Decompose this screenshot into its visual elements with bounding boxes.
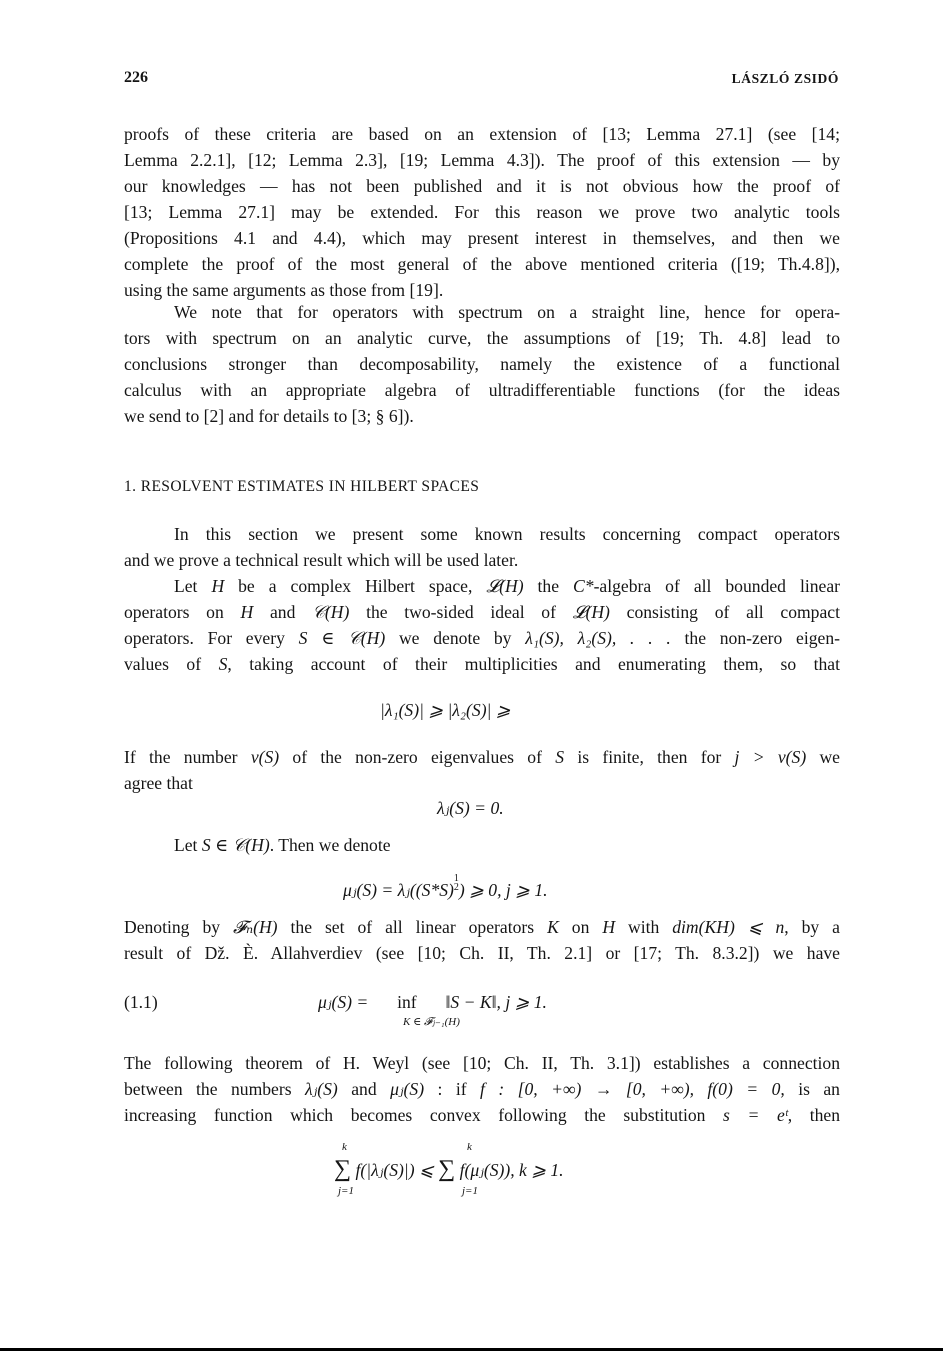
text-line: conclusions stronger than decomposability, namely the existence of a functional (124, 354, 840, 374)
weyl-paragraph (124, 1050, 840, 1128)
equation-lambda-zero: λⱼ(S) = 0. (437, 798, 504, 818)
text-line: The following theorem of H. Weyl (see [10; Ch. II, Th. 3.1]) establishes a connection (124, 1053, 840, 1073)
text-line: agree that (124, 773, 193, 793)
text-line: Denoting by 𝓕ₙ(H) the set of all linear operators K on H with dim(KH) ⩽ n, by a (124, 917, 840, 937)
text-line: and we prove a technical result which will be used later. (124, 550, 519, 570)
sum-upper-limit-right: k (467, 1141, 472, 1153)
text-line: between the numbers λⱼ(S) and μⱼ(S) : if f : [0, +∞) → [0, +∞), f(0) = 0, is an (124, 1079, 840, 1099)
text-line: Lemma 2.2.1], [12; Lemma 2.3], [19; Lemma 4.3]). The proof of this extension — by (124, 150, 840, 170)
text-line: Let H be a complex Hilbert space, 𝓛(H) the C*-algebra of all bounded linear (174, 576, 841, 596)
sum-symbol: ∑ (334, 1156, 352, 1182)
equation-1-1: μⱼ(S) = inf ‖S − K‖, j ⩾ 1. (318, 992, 547, 1012)
text-line: We note that for operators with spectrum on a straight line, hence for opera- (174, 302, 840, 322)
equation-eigenvalue-order: |λ₁(S)| ⩾ |λ₂(S)| ⩾ (380, 700, 511, 720)
equation-number-1-1: (1.1) (124, 992, 158, 1012)
text-line: result of Dž. È. Allahverdiev (see [10; Ch. II, Th. 2.1] or [17; Th. 8.3.2]) we have (124, 943, 840, 963)
text-line: [13; Lemma 27.1] may be extended. For this reason we prove two analytic tools (124, 202, 840, 222)
text-line: our knowledges — has not been published and it is not obvious how the proof of (124, 176, 840, 196)
sum-lower-limit-right: j=1 (462, 1185, 478, 1197)
let-s-paragraph (124, 832, 840, 858)
inf-subscript: K ∈ 𝓕ⱼ₋₁(H) (403, 1016, 460, 1028)
text-line: proofs of these criteria are based on an extension of [13; Lemma 27.1] (see [14; (124, 124, 840, 144)
intro-paragraph (124, 121, 840, 303)
text-line: If the number ν(S) of the non-zero eigenvalues of S is finite, then for j > ν(S) we (124, 747, 840, 767)
text-line: calculus with an appropriate algebra of ultradifferentiable functions (for the ideas (124, 380, 840, 400)
text-line: operators. For every S ∈ 𝒞(H) we denote by λ₁(S), λ₂(S), . . . the non-zero eigen- (124, 628, 841, 648)
inf-operator: inf (397, 992, 417, 1012)
sum-symbol: ∑ (438, 1156, 456, 1182)
definitions-paragraph (124, 573, 840, 677)
text-line: In this section we present some known results concerning compact operators (174, 524, 840, 544)
sum-lower-limit-left: j=1 (338, 1185, 354, 1197)
note-paragraph (124, 299, 840, 429)
section-intro-paragraph (124, 521, 840, 573)
text-line: using the same arguments as those from [19]. (124, 280, 444, 300)
text-line: tors with spectrum on an analytic curve, the assumptions of [19; Th. 4.8] lead to (124, 328, 840, 348)
running-head-author: LÁSZLÓ ZSIDÓ (731, 71, 839, 86)
section-heading: 1. RESOLVENT ESTIMATES IN HILBERT SPACES (124, 478, 480, 495)
text-line: (Propositions 4.1 and 4.4), which may present interest in themselves, and then we (124, 228, 840, 248)
page-number: 226 (124, 69, 148, 86)
exponent-half: 1 2 (453, 873, 459, 893)
equation-weyl-inequality: ∑ f(|λⱼ(S)|) ⩽ ∑ f(μⱼ(S)), k ⩾ 1. (334, 1156, 564, 1182)
text-line: operators on H and 𝒞(H) the two-sided ideal of 𝓛(H) consisting of all compact (124, 602, 840, 622)
text-line: values of S, taking account of their multiplicities and enumerating them, so that (124, 654, 840, 674)
text-line: complete the proof of the most general of the above mentioned criteria ([19; Th.4.8]), (124, 254, 840, 274)
text-line: Let S ∈ 𝒞(H). Then we denote (174, 835, 391, 855)
sum-upper-limit-left: k (342, 1141, 347, 1153)
text-line: we send to [2] and for details to [3; § 6]). (124, 406, 414, 426)
equation-singular-values: μⱼ(S) = λⱼ((S*S)1 2) ⩾ 0, j ⩾ 1. (343, 873, 548, 900)
finite-paragraph (124, 744, 840, 796)
denoting-paragraph (124, 914, 840, 966)
text-line: increasing function which becomes convex following the substitution s = eᵗ, then (124, 1105, 840, 1125)
